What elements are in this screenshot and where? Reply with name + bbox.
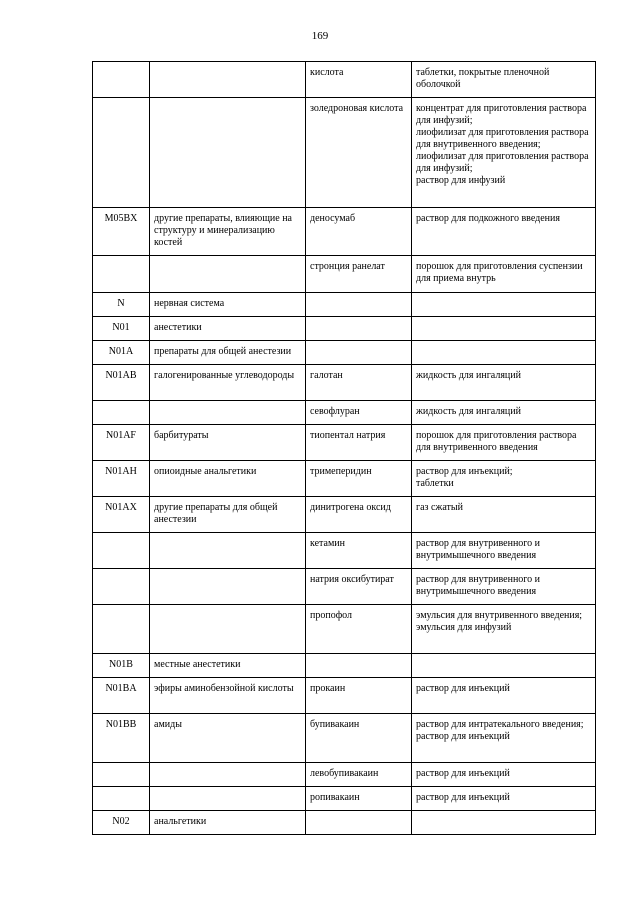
atc-code-cell: M05BX — [93, 208, 150, 256]
drug-table-body — [93, 62, 596, 835]
dosage-forms-cell — [412, 208, 596, 256]
dosage-forms-cell — [412, 256, 596, 293]
dosage-forms-cell — [412, 654, 596, 678]
group-cell — [150, 569, 306, 605]
dosage-form-line: раствор для инъекций — [416, 792, 510, 803]
drug-name-cell — [306, 654, 412, 678]
dosage-form-line: жидкость для ингаляций — [416, 370, 521, 381]
dosage-form-line: раствор для внутривенного и внутримышечного введения — [416, 574, 541, 597]
dosage-forms-cell — [412, 425, 596, 461]
dosage-form-line: раствор для внутривенного и внутримышечного введения — [416, 538, 541, 561]
table-row — [93, 425, 596, 461]
dosage-form-line: раствор для подкожного введения — [416, 213, 560, 224]
dosage-form-line: порошок для приготовления раствора для внутривенного введения — [416, 430, 577, 453]
atc-code-cell: N01AH — [93, 461, 150, 497]
atc-code-cell — [93, 401, 150, 425]
drug-name-cell — [306, 317, 412, 341]
table-row — [93, 811, 596, 835]
dosage-form-line: раствор для инъекций — [416, 683, 510, 694]
atc-code-cell — [93, 605, 150, 654]
table-row — [93, 365, 596, 401]
dosage-forms-cell — [412, 461, 596, 497]
drug-name-cell — [306, 811, 412, 835]
group-cell: барбитураты — [150, 425, 306, 461]
group-cell: другие препараты для общей анестезии — [150, 497, 306, 533]
table-row — [93, 461, 596, 497]
table-row — [93, 256, 596, 293]
atc-code-cell — [93, 533, 150, 569]
atc-code-cell — [93, 256, 150, 293]
dosage-form-line: раствор для интратекального введения; — [416, 719, 584, 730]
group-cell: препараты для общей анестезии — [150, 341, 306, 365]
dosage-form-line: газ сжатый — [416, 502, 463, 513]
group-cell — [150, 787, 306, 811]
dosage-form-line: оболочкой — [416, 79, 461, 90]
group-cell: анестетики — [150, 317, 306, 341]
dosage-form-line: раствор для инъекций — [416, 768, 510, 779]
group-cell — [150, 256, 306, 293]
dosage-forms-cell — [412, 605, 596, 654]
drug-table — [92, 61, 596, 835]
dosage-forms-cell — [412, 497, 596, 533]
dosage-forms-cell — [412, 62, 596, 98]
drug-name-cell: кислота — [306, 62, 412, 98]
group-cell: амиды — [150, 714, 306, 763]
dosage-form-line: концентрат для приготовления раствора для инфузий; — [416, 103, 587, 126]
atc-code-cell — [93, 98, 150, 208]
dosage-form-line: порошок для приготовления суспензии для приема внутрь — [416, 261, 583, 284]
dosage-forms-cell — [412, 317, 596, 341]
table-row — [93, 654, 596, 678]
drug-name-cell: золедроновая кислота — [306, 98, 412, 208]
drug-name-cell: кетамин — [306, 533, 412, 569]
dosage-form-line: лиофилизат для приготовления раствора для инфузий; — [416, 151, 589, 174]
dosage-form-line: эмульсия для инфузий — [416, 622, 512, 633]
table-row — [93, 317, 596, 341]
dosage-form-line: раствор для инъекций; — [416, 466, 513, 477]
drug-name-cell: ропивакаин — [306, 787, 412, 811]
table-row — [93, 605, 596, 654]
drug-name-cell: динитрогена оксид — [306, 497, 412, 533]
atc-code-cell: N01AX — [93, 497, 150, 533]
atc-code-cell: N01B — [93, 654, 150, 678]
group-cell — [150, 401, 306, 425]
dosage-forms-cell — [412, 365, 596, 401]
group-cell: опиоидные анальгетики — [150, 461, 306, 497]
atc-code-cell: N01BB — [93, 714, 150, 763]
atc-code-cell: N — [93, 293, 150, 317]
drug-name-cell: деносумаб — [306, 208, 412, 256]
dosage-form-line: жидкость для ингаляций — [416, 406, 521, 417]
atc-code-cell: N01 — [93, 317, 150, 341]
drug-name-cell: тиопентал натрия — [306, 425, 412, 461]
dosage-forms-cell — [412, 98, 596, 208]
group-cell — [150, 62, 306, 98]
group-cell: эфиры аминобензойной кислоты — [150, 678, 306, 714]
group-cell: местные анестетики — [150, 654, 306, 678]
dosage-forms-cell — [412, 569, 596, 605]
group-cell: нервная система — [150, 293, 306, 317]
table-row — [93, 569, 596, 605]
dosage-forms-cell — [412, 787, 596, 811]
atc-code-cell — [93, 62, 150, 98]
dosage-forms-cell — [412, 811, 596, 835]
atc-code-cell: N01A — [93, 341, 150, 365]
table-row — [93, 714, 596, 763]
drug-name-cell: тримеперидин — [306, 461, 412, 497]
table-row — [93, 98, 596, 208]
drug-name-cell: галотан — [306, 365, 412, 401]
dosage-form-line: лиофилизат для приготовления раствора для внутривенного введения; — [416, 127, 589, 150]
atc-code-cell: N01BA — [93, 678, 150, 714]
drug-name-cell: стронция ранелат — [306, 256, 412, 293]
table-row — [93, 341, 596, 365]
table-row — [93, 208, 596, 256]
dosage-forms-cell — [412, 678, 596, 714]
dosage-forms-cell — [412, 401, 596, 425]
dosage-form-line: эмульсия для внутривенного введения; — [416, 610, 583, 621]
drug-name-cell: натрия оксибутират — [306, 569, 412, 605]
atc-code-cell — [93, 763, 150, 787]
dosage-form-line: таблетки — [416, 478, 454, 489]
table-row — [93, 62, 596, 98]
group-cell — [150, 98, 306, 208]
drug-name-cell — [306, 293, 412, 317]
group-cell — [150, 533, 306, 569]
group-cell: другие препараты, влияющие на структуру и минерализацию костей — [150, 208, 306, 256]
dosage-form-line: таблетки, покрытые пленочной — [416, 67, 550, 78]
dosage-forms-cell — [412, 714, 596, 763]
drug-name-cell — [306, 341, 412, 365]
dosage-forms-cell — [412, 293, 596, 317]
atc-code-cell — [93, 569, 150, 605]
atc-code-cell: N01AF — [93, 425, 150, 461]
dosage-forms-cell — [412, 533, 596, 569]
table-row — [93, 497, 596, 533]
group-cell — [150, 605, 306, 654]
table-row — [93, 401, 596, 425]
dosage-form-line: раствор для инфузий — [416, 175, 506, 186]
drug-name-cell: севофлуран — [306, 401, 412, 425]
group-cell: галогенированные углеводороды — [150, 365, 306, 401]
table-row — [93, 787, 596, 811]
group-cell: анальгетики — [150, 811, 306, 835]
dosage-forms-cell — [412, 763, 596, 787]
drug-name-cell: пропофол — [306, 605, 412, 654]
atc-code-cell — [93, 787, 150, 811]
drug-name-cell: бупивакаин — [306, 714, 412, 763]
drug-name-cell: прокаин — [306, 678, 412, 714]
page-number: 169 — [311, 30, 329, 42]
table-row — [93, 678, 596, 714]
drug-name-cell: левобупивакаин — [306, 763, 412, 787]
atc-code-cell: N01AB — [93, 365, 150, 401]
table-row — [93, 763, 596, 787]
table-row — [93, 533, 596, 569]
group-cell — [150, 763, 306, 787]
table-row — [93, 293, 596, 317]
dosage-forms-cell — [412, 341, 596, 365]
atc-code-cell: N02 — [93, 811, 150, 835]
dosage-form-line: раствор для инъекций — [416, 731, 510, 742]
